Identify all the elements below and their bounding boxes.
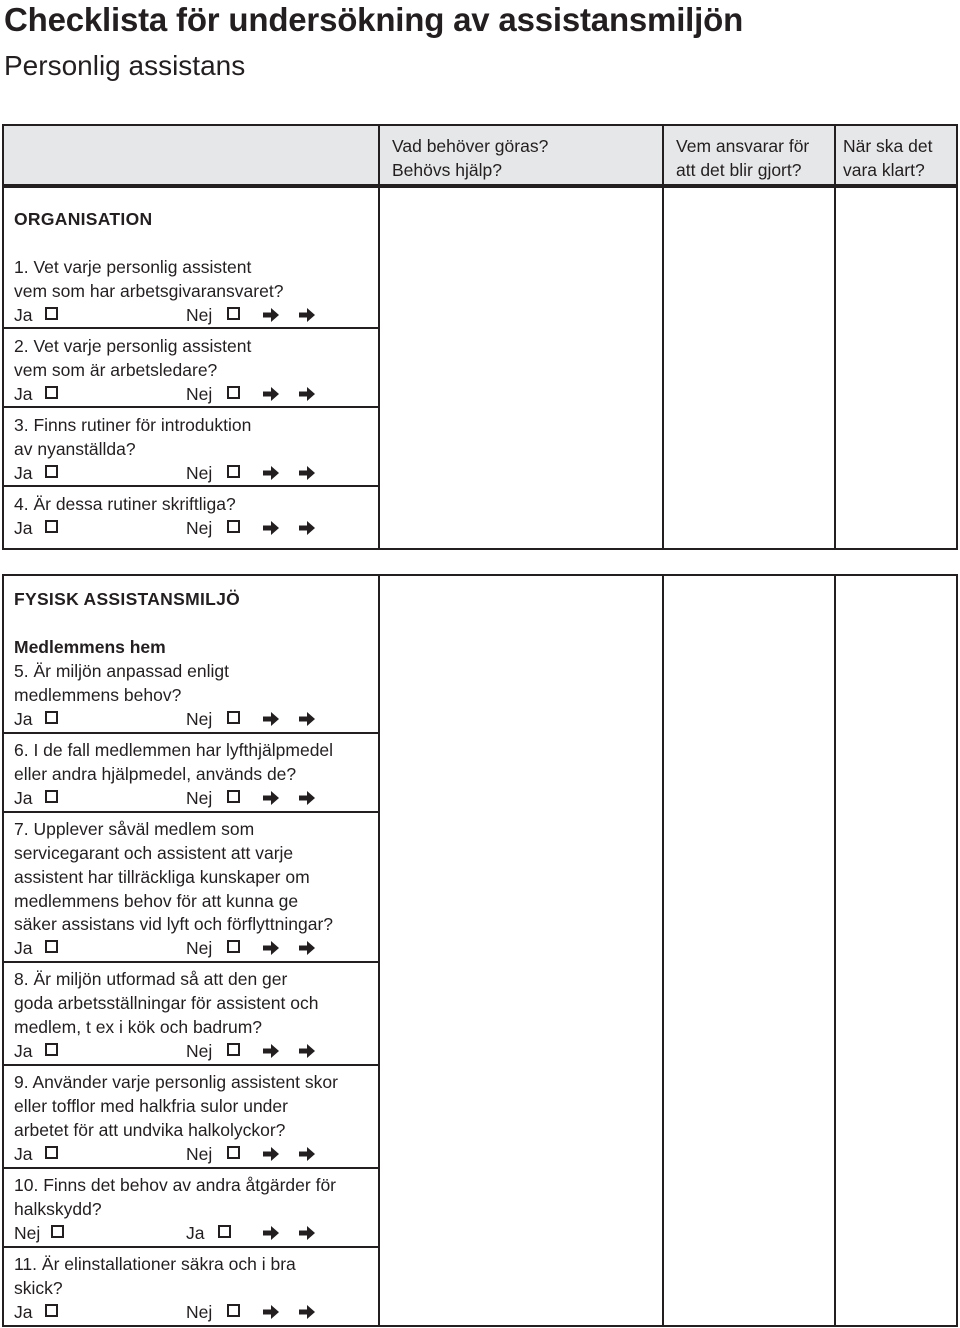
option-label: Nej <box>186 305 213 325</box>
arrow-right-icon <box>299 466 315 480</box>
column-divider <box>834 576 836 1325</box>
question-5-line: 5. Är miljön anpassad enligt <box>14 661 229 681</box>
arrow-right-icon <box>263 1305 279 1319</box>
column-divider <box>378 576 380 1325</box>
option-label: Nej <box>186 1041 213 1061</box>
arrow-right-icon <box>299 1226 315 1240</box>
answer-row-7 <box>14 936 354 960</box>
checkbox-nej[interactable] <box>227 520 240 533</box>
section-heading: FYSISK ASSISTANSMILJÖ <box>14 589 241 609</box>
header-when-line: vara klart? <box>843 160 925 180</box>
checkbox-ja[interactable] <box>45 940 58 953</box>
section-fysisk-assistansmiljo <box>2 574 958 1327</box>
header-cell-who <box>664 126 836 184</box>
checkbox-nej[interactable] <box>227 1146 240 1159</box>
question-10-line: halkskydd? <box>14 1199 102 1219</box>
arrow-right-icon <box>299 791 315 805</box>
arrow-right-icon <box>299 521 315 535</box>
arrow-right-icon <box>263 466 279 480</box>
option-label: Ja <box>14 1144 33 1164</box>
page-subtitle: Personlig assistans <box>4 50 246 81</box>
answer-row-9 <box>14 1142 354 1166</box>
option-label: Nej <box>186 938 213 958</box>
row-divider <box>4 732 378 734</box>
header-cell-when <box>836 126 956 184</box>
question-6-line: eller andra hjälpmedel, används de? <box>14 764 297 784</box>
question-11-line: skick? <box>14 1278 63 1298</box>
column-divider <box>662 188 664 548</box>
answer-row-11 <box>14 1300 354 1324</box>
question-6-line: 6. I de fall medlemmen har lyfthjälpmedel <box>14 740 334 760</box>
section-heading: ORGANISATION <box>14 209 153 229</box>
arrow-right-icon <box>299 1305 315 1319</box>
arrow-right-icon <box>263 1044 279 1058</box>
answer-row-1 <box>14 303 354 327</box>
header-cell-question <box>4 126 380 184</box>
question-1-line: 1. Vet varje personlig assistent <box>14 257 252 277</box>
arrow-right-icon <box>299 387 315 401</box>
checkbox-nej[interactable] <box>227 790 240 803</box>
column-divider <box>662 576 664 1325</box>
checkbox-ja[interactable] <box>45 1043 58 1056</box>
answer-row-10 <box>14 1221 354 1245</box>
checkbox-ja[interactable] <box>45 790 58 803</box>
arrow-right-icon <box>299 712 315 726</box>
question-8-line: goda arbetsställningar för assistent och <box>14 993 319 1013</box>
question-7-line: säker assistans vid lyft och förflyttningar? <box>14 914 334 934</box>
answer-row-5 <box>14 707 354 731</box>
row-divider <box>4 1246 378 1248</box>
option-label: Ja <box>14 788 33 808</box>
question-5-line: medlemmens behov? <box>14 685 182 705</box>
row-divider <box>4 485 378 487</box>
option-label: Ja <box>14 1041 33 1061</box>
question-9-line: arbetet för att undvika halkolyckor? <box>14 1120 286 1140</box>
option-label: Nej <box>186 788 213 808</box>
checkbox-nej[interactable] <box>227 1043 240 1056</box>
option-label: Ja <box>14 384 33 404</box>
checkbox-ja[interactable] <box>45 711 58 724</box>
question-7-line: assistent har tillräckliga kunskaper om <box>14 867 310 887</box>
checkbox-ja[interactable] <box>218 1225 231 1238</box>
row-divider <box>4 961 378 963</box>
question-4-line: 4. Är dessa rutiner skriftliga? <box>14 494 236 514</box>
arrow-right-icon <box>299 308 315 322</box>
option-label: Nej <box>186 1302 213 1322</box>
column-divider <box>378 188 380 548</box>
answer-row-8 <box>14 1039 354 1063</box>
checkbox-ja[interactable] <box>45 1146 58 1159</box>
arrow-right-icon <box>263 387 279 401</box>
checkbox-ja[interactable] <box>45 520 58 533</box>
option-label: Ja <box>14 709 33 729</box>
checkbox-nej[interactable] <box>51 1225 64 1238</box>
section-subheading: Medlemmens hem <box>14 637 166 657</box>
header-who-line: Vem ansvarar för <box>676 136 810 156</box>
arrow-right-icon <box>263 1147 279 1161</box>
question-3-line: 3. Finns rutiner för introduktion <box>14 415 252 435</box>
checkbox-ja[interactable] <box>45 465 58 478</box>
question-2-line: vem som är arbetsledare? <box>14 360 218 380</box>
answer-row-6 <box>14 786 354 810</box>
checkbox-ja[interactable] <box>45 1304 58 1317</box>
question-3-line: av nyanställda? <box>14 439 136 459</box>
column-header-row <box>2 124 958 186</box>
option-label: Ja <box>14 518 33 538</box>
header-what-line: Behövs hjälp? <box>392 160 502 180</box>
row-divider <box>4 406 378 408</box>
checkbox-nej[interactable] <box>227 465 240 478</box>
arrow-right-icon <box>263 308 279 322</box>
checkbox-ja[interactable] <box>45 307 58 320</box>
option-label: Nej <box>186 709 213 729</box>
row-divider <box>4 1064 378 1066</box>
checkbox-nej[interactable] <box>227 711 240 724</box>
question-7-line: servicegarant och assistent att varje <box>14 843 294 863</box>
answer-row-4 <box>14 516 354 540</box>
question-8-line: 8. Är miljön utformad så att den ger <box>14 969 288 989</box>
arrow-right-icon <box>263 941 279 955</box>
question-9-line: 9. Använder varje personlig assistent skor <box>14 1072 338 1092</box>
answer-row-2 <box>14 382 354 406</box>
header-cell-what <box>380 126 664 184</box>
question-7-line: medlemmens behov för att kunna ge <box>14 891 299 911</box>
question-11-line: 11. Är elinstallationer säkra och i bra <box>14 1254 296 1274</box>
arrow-right-icon <box>263 521 279 535</box>
column-divider <box>834 188 836 548</box>
header-when-line: När ska det <box>843 136 933 156</box>
option-label: Ja <box>14 938 33 958</box>
option-label: Nej <box>186 384 213 404</box>
row-divider <box>4 327 378 329</box>
header-what-line: Vad behöver göras? <box>392 136 549 156</box>
option-label: Nej <box>186 518 213 538</box>
option-label: Ja <box>14 1302 33 1322</box>
page-title: Checklista för undersökning av assistansmiljön <box>4 1 744 38</box>
answer-row-3 <box>14 461 354 485</box>
question-10-line: 10. Finns det behov av andra åtgärder för <box>14 1175 337 1195</box>
option-label: Ja <box>14 463 33 483</box>
question-1-line: vem som har arbetsgivaransvaret? <box>14 281 284 301</box>
option-label: Ja <box>186 1223 205 1243</box>
question-9-line: eller tofflor med halkfria sulor under <box>14 1096 288 1116</box>
question-7-line: 7. Upplever såväl medlem som <box>14 819 255 839</box>
option-label: Nej <box>186 463 213 483</box>
arrow-right-icon <box>299 1044 315 1058</box>
checkbox-ja[interactable] <box>45 386 58 399</box>
checkbox-nej[interactable] <box>227 1304 240 1317</box>
checkbox-nej[interactable] <box>227 940 240 953</box>
option-label: Nej <box>14 1223 41 1243</box>
arrow-right-icon <box>263 791 279 805</box>
question-2-line: 2. Vet varje personlig assistent <box>14 336 252 356</box>
checkbox-nej[interactable] <box>227 386 240 399</box>
question-8-line: medlem, t ex i kök och badrum? <box>14 1017 263 1037</box>
row-divider <box>4 811 378 813</box>
header-who-line: att det blir gjort? <box>676 160 802 180</box>
arrow-right-icon <box>299 1147 315 1161</box>
checkbox-nej[interactable] <box>227 307 240 320</box>
arrow-right-icon <box>263 712 279 726</box>
row-divider <box>4 1167 378 1169</box>
section-organisation <box>2 186 958 550</box>
option-label: Nej <box>186 1144 213 1164</box>
option-label: Ja <box>14 305 33 325</box>
arrow-right-icon <box>299 941 315 955</box>
arrow-right-icon <box>263 1226 279 1240</box>
